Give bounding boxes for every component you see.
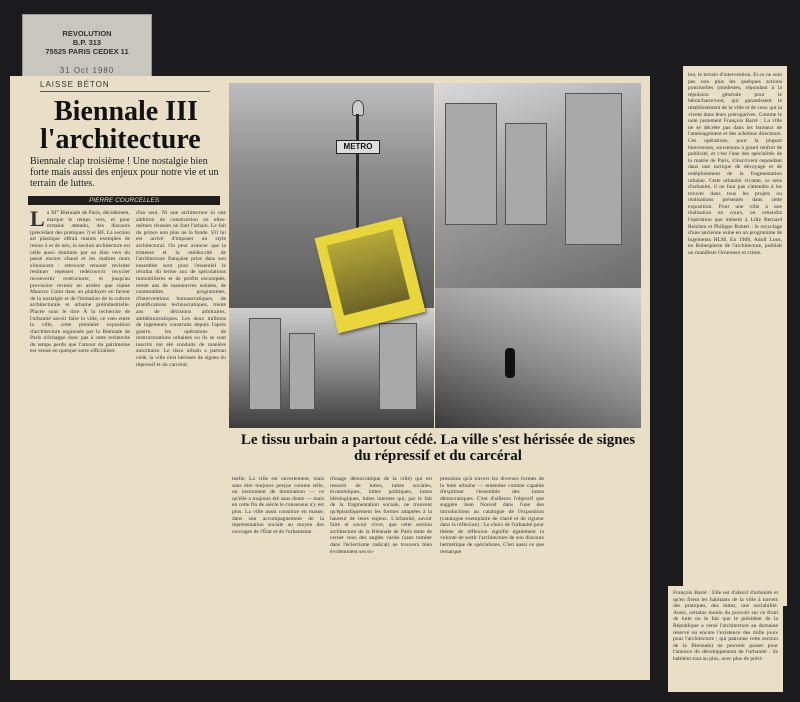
body-column-3 [232, 476, 324, 600]
article-byline: PIERRE COURCELLES [28, 196, 220, 205]
sticky-note-photo [327, 229, 410, 315]
continuation-column [688, 72, 782, 592]
final-clipping [668, 586, 783, 692]
article-subhead: Le tissu urbain a partout cédé. La ville s'est hérissée de signes du répressif et du carcéral [240, 432, 636, 464]
final-column-text: François Barré : Elle est d'abord d'urbanité et qu'en firent les habitants de la ville à travers des pratiques, des luttes, une sociabilité. Aussi, certains moulu du pouvoir sur ce front de lutte ou le fait que le président de la République a versé l'architecture au domaine réservé ou encore l'existence des mille jours pour l'architecture ; qui patronne cette section de la Biennale) ne peuvent passer pour l'amorce du développement de l'urbanité : ils habitent tout au plus, avec plus de préci- [673, 590, 778, 662]
photo-modern-buildings [435, 83, 641, 288]
stamp-line-3: 75525 PARIS CEDEX 11 [45, 47, 129, 56]
metro-sign: METRO [336, 140, 380, 154]
press-clipping-stamp [22, 14, 152, 78]
section-rubric: LAISSE BÉTON [40, 80, 210, 92]
body-column-1-text: a XI° Biennale de Paris, décidément, marque le temps vers, et pour certains attendu, des discours (précédant des pratiques ?) et RF. La section art plastique offrait maints exemples de retour à et de néo, la section architecture est celle aussi dominée par un élan vers du passé encore chaud et les maîtres mots s'énoncent : retrouver renouer revisiter restituer repenser redécouvrir recycler reconvertir restructurer, et jusqu'au provisoire revenir en arrière que clame Maurice Culot dans un plaidoyer en faveur de la nostalgie et de l'imitation de la culture architecturale et urbaine préindustrielle. Placée sous le titre À la recherche de l'urbanité savoir faire la ville, ce vœu entre la ville, cette première exposition d'architecture organisée par la Biennale de Paris n'échappe donc pas à cette recherche du temps perdu que l'amour du patrimoine est venue en quelque sorte officialiser. [30, 210, 130, 355]
headline-line-2: l'architecture [40, 124, 201, 155]
body-column-2 [136, 210, 226, 600]
body-column-4 [330, 476, 432, 600]
article-headline [40, 98, 230, 154]
continuation-clipping [683, 66, 787, 606]
stamp-line-2: B.P. 313 [72, 38, 102, 47]
photo-walkway [435, 288, 641, 428]
stamp-line-1: REVOLUTION [62, 29, 112, 38]
body-column-5 [440, 476, 544, 600]
body-column-2-text: d'un seul. Ni une architecture ni une addition de construction en elles-mêmes réussies ne font l'urbain. Le fait du prince non plus ne la fonde. S'il lui est arrivé d'imposer un style architectural. On peut avancer que la tristesse et la médiocrité de l'architecture française prise dans son ensemble sont pour l'essentiel le résultat du terme aux de spéculations immobilières et de profits escomptés, trente ans de manœuvres soluées, de contestables programmes, d'interventions bureaucratiques, de planifications technocratiques, trente ans de décisions arbitraires, antidémocratiques. Les deux millions de logements construits depuis l'après guerre, les opérations de restructurations urbaines ou ils se sont inscrits ont été conduits de manière autoritaire. Le tissu urbain a partout cédé, la ville s'est hérissée de signes du répressif et du carcéral. [136, 210, 226, 368]
headline-line-1: Biennale III [54, 96, 198, 127]
article-standfirst: Biennale clap troisième ! Une nostalgie bien forte mais aussi des enjeux pour notre vie et un terrain de luttes. [30, 156, 219, 189]
body-column-4-text: d'usage démocratique de la ville) qui est ressorti de luttes, luttes sociales, économiques, luttes politiques, luttes idéologiques, luttes internes qui, par le fait de la fragmentation sociale, ne trouvent qu'épisodiquement les formes adaptées à la hauteur de leurs enjeux. L'urbanité, savoir faire et savoir vivre, que cette section architecture de la Biennale de Paris tente de cerner sous des angles variés (sans tomber dans l'éclectisme radical) ne trouvera bien évidemment ses ex- [330, 476, 432, 555]
body-column-1 [30, 210, 130, 600]
body-column-5-text: pressions qu'à travers les diverses formes de la lutte urbaine — entendue comme capable d'exprimer l'ensemble des luttes démocratiques. C'est d'ailleurs l'objectif que suggère Jean Nouvel dans l'une des introductions au catalogue de l'exposition (catalogue exemplaire de clarté et de rigueur dans la réflexion) : Le choix de l'urbanité pour thème de réflexion signifie également la volonté de sortir l'architecture de son discours hermétique de spécialistes. C'est aussi ce que remarque [440, 476, 544, 555]
lamp-post [356, 114, 359, 234]
final-column [673, 590, 778, 688]
stamp-date: 31 Oct 1980 [59, 66, 115, 75]
body-column-3-text: tuelle. La ville est ouvertement, mais sans être toujours perçue comme telle, un instrument de domination — ce qu'elle a toujours été sans doute — mais en cette fin de siècle le consensus n'y est plus. La ville aussi constitue en masse, dans son accompagnement de la représentation sociale au moyen des ouvrages de l'État et de l'urbanisme. [232, 476, 324, 535]
drop-cap: L [30, 210, 45, 231]
photo-housing-blocks [229, 308, 434, 428]
continuation-column-text: lon, le terrain d'intervention. Et ce ne sont pas non plus les quelques actions ponctuelles (modestes, répondant à la répulsion générale pour le béton/barre/tour, qui garantissent le rétablissement de la ville et de ceux qui la vivent dans leurs prérogatives. Comme le note justement François Barré : La ville ne se décrète pas dans les bureaux de l'aménagement et des schémas directeurs. Ces opérations, pour la plupart bienvenues, souvenons à grand renfort de publicité, et c'est l'une des spécialités de la mairie de Paris, s'inscrivent cependant dans une tactique de dévoyage et de redéploiement de la fragmentation urbaine. Cette urbanité vivante, ce sens d'urbanité, il ne faut pas s'attendre à les trouver dans tous les projets ou réalisations présentés dans cette exposition. Pour une ville à une réalisation en cours, on retiendra l'opération que mènent à Lille Bernard Reichen et Philippe Robert : le recyclage d'une ancienne usine en un programme de logements HLM. En 1908, Adolf Loos, en Robespierre de l'architecture, publiait un manifeste Ornement et crime. [688, 72, 782, 257]
